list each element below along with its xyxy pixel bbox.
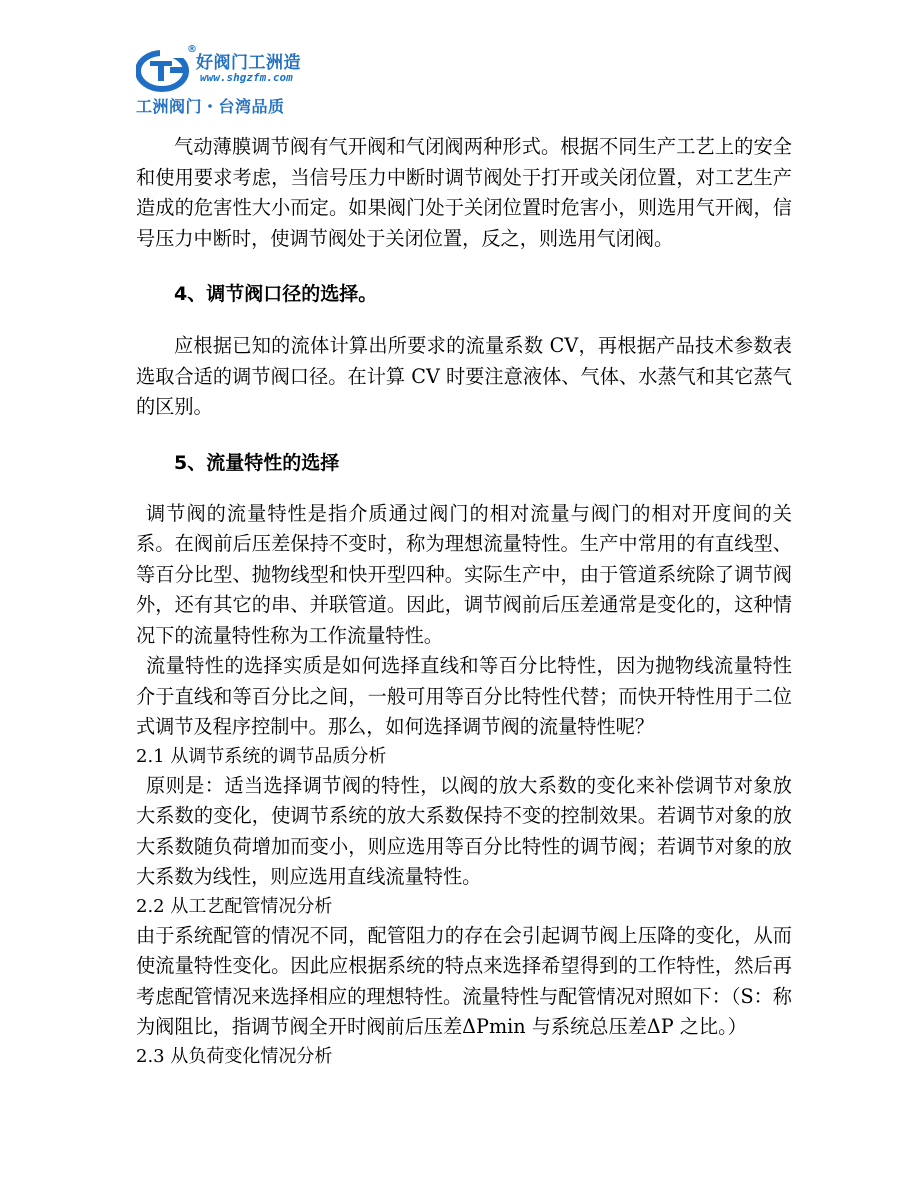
paragraph-control-quality: 原则是：适当选择调节阀的特性，以阀的放大系数的变化来补偿调节对象放大系数的变化，使调节系统的放大系数保持不变的控制效果。若调节对象的放大系数随负荷增加而变小，则应选用等百分比特性的调节阀；若调节对象的放大系数为线性，则应选用直线流量特性。 (136, 773, 792, 888)
paragraph-air-open-close: 气动薄膜调节阀有气开阀和气闭阀两种形式。根据不同生产工艺上的安全和使用要求考虑，当信号压力中断时调节阀处于打开或关闭位置，对工艺生产造成的危害性大小而定。如果阀门处于关闭位置时危害小，则选用气开阀，信号压力中断时，使调节阀处于关闭位置，反之，则选用气闭阀。 (136, 135, 792, 250)
logo-slogan: 好阀门工洲造 (196, 53, 301, 73)
paragraph-diameter-selection: 应根据已知的流体计算出所要求的流量系数 CV，再根据产品技术参数表选取合适的调节阀口径。在计算 CV 时要注意液体、气体、水蒸气和其它蒸气的区别。 (136, 334, 792, 418)
paragraph-flow-selection: 流量特性的选择实质是如何选择直线和等百分比特性，因为抛物线流量特性介于直线和等百分比之间，一般可用等百分比特性代替；而快开特性用于二位式调节及程序控制中。那么，如何选择调节阀的流量特性呢？ (136, 654, 792, 738)
registered-mark: ® (187, 44, 197, 55)
paragraph-piping: 由于系统配管的情况不同，配管阻力的存在会引起调节阀上压降的变化，从而使流量特性变化。因此应根据系统的特点来选择希望得到的工作特性，然后再考虑配管情况来选择相应的理想特性。流量特性与配管情况对照如下：（S：称为阀阻比，指调节阀全开时阀前后压差ΔPmin 与系统总压差ΔP 之比。） (136, 923, 792, 1038)
gz-logo-mark (136, 48, 194, 94)
heading-flow-characteristic: 5、流量特性的选择 (174, 451, 340, 474)
section-2-3-title: 2.3 从负荷变化情况分析 (136, 1045, 333, 1067)
paragraph-flow-definition: 调节阀的流量特性是指介质通过阀门的相对流量与阀门的相对开度间的关系。在阀前后压差保持不变时，称为理想流量特性。生产中常用的有直线型、等百分比型、抛物线型和快开型四种。实际生产中，由于管道系统除了调节阀外，还有其它的串、并联管道。因此，调节阀前后压差通常是变化的，这种情况下的流量特性称为工作流量特性。 (136, 501, 792, 647)
logo-url: www.shgzfm.com (200, 71, 293, 84)
logo-tagline: 工洲阀门・台湾品质 (136, 97, 285, 116)
section-2-1-title: 2.1 从调节系统的调节品质分析 (136, 745, 387, 767)
section-2-2-title: 2.2 从工艺配管情况分析 (136, 895, 333, 917)
document-body (136, 132, 792, 1071)
company-logo (136, 44, 326, 116)
heading-valve-diameter: 4、调节阀口径的选择。 (174, 283, 378, 305)
